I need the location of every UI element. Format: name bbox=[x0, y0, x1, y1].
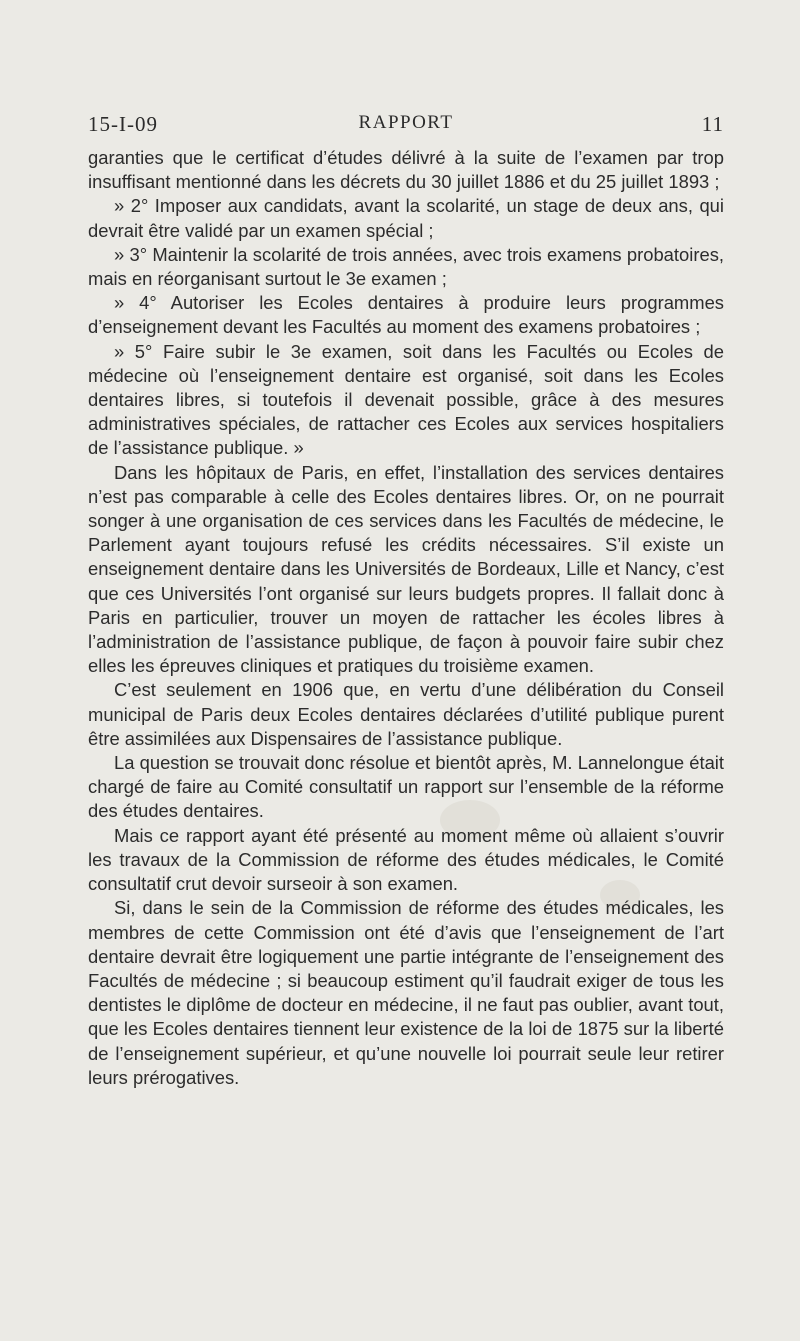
header-title: RAPPORT bbox=[358, 112, 454, 133]
paragraph-item-4: » 4° Autoriser les Ecoles dentaires à produire leurs programmes d’enseignement devant les Facultés au moment des examens probatoires ; bbox=[88, 292, 724, 338]
paragraph-item-3: » 3° Maintenir la scolarité de trois années, avec trois examens probatoires, mais en réorganisant surtout le 3e examen ; bbox=[88, 243, 724, 290]
page-header bbox=[88, 112, 724, 142]
paragraph-item-5: » 5° Faire subir le 3e examen, soit dans les Facultés ou Ecoles de médecine où l’enseignement dentaire est organisé, soit dans les Ecoles dentaires libres, si toutefois il devenait possible, grâce à des mesures administratives spéciales, de rattacher ces Ecoles aux services hospitaliers de l’assistance publique. » bbox=[88, 340, 724, 459]
paragraph-hopitaux: Dans les hôpitaux de Paris, en effet, l’installation des services dentaires n’est pas comparable à celle des Ecoles dentaires libres. Or, on ne pourrait songer à une organisation de ces services dans les Facultés de médecine, le Parlement ayant toujours refusé les crédits nécessaires. S’il existe un enseignement dentaire dans les Universités de Bordeaux, Lille et Nancy, c’est que ces Universités l’ont organisé sur leurs budgets propres. Il fallait donc à Paris en particulier, trouver un moyen de rattacher les écoles libres à l’administration de l’assistance publique, de façon à pouvoir faire subir chez elles les épreuves cliniques et pratiques du troisième examen. bbox=[88, 461, 724, 677]
paragraph-item-2: » 2° Imposer aux candidats, avant la scolarité, un stage de deux ans, qui devrait être validé par un examen spécial ; bbox=[88, 195, 724, 241]
body-text bbox=[88, 146, 724, 1090]
paragraph-1906: C’est seulement en 1906 que, en vertu d’une délibération du Conseil municipal de Paris deux Ecoles dentaires déclarées d’utilité publique purent être assimilées aux Dispensaires de l’assistance publique. bbox=[88, 679, 724, 749]
paragraph-commission: Si, dans le sein de la Commission de réforme des études médicales, les membres de cette Commission ont été d’avis que l’enseignement de l’art dentaire devrait être logiquement une partie intégrante de l’enseignement des Facultés de médecine ; si beaucoup estiment qu’il faudrait exiger de tous les dentistes le diplôme de docteur en médecine, il ne faut pas oublier, avant tout, que les Ecoles dentaires tiennent leur existence de la loi de 1875 sur la liberté de l’enseignement supérieur, et qu’une nouvelle loi pourrait seule leur retirer leurs prérogatives. bbox=[88, 897, 724, 1088]
page-number: 11 bbox=[701, 112, 724, 136]
paragraph-rapport: Mais ce rapport ayant été présenté au moment même où allaient s’ouvrir les travaux de la Commission de réforme des études médicales, le Comité consultatif crut devoir surseoir à son examen. bbox=[88, 824, 724, 895]
header-date: 15-I-09 bbox=[88, 112, 158, 136]
paragraph-continuation: garanties que le certificat d’études délivré à la suite de l’examen par trop insuffisant mentionné dans les décrets du 30 juillet 1886 et du 25 juillet 1893 ; bbox=[88, 147, 724, 193]
paragraph-lannelongue: La question se trouvait donc résolue et bientôt après, M. Lannelongue était chargé de faire au Comité consultatif un rapport sur l’ensemble de la réforme des études dentaires. bbox=[88, 752, 724, 822]
